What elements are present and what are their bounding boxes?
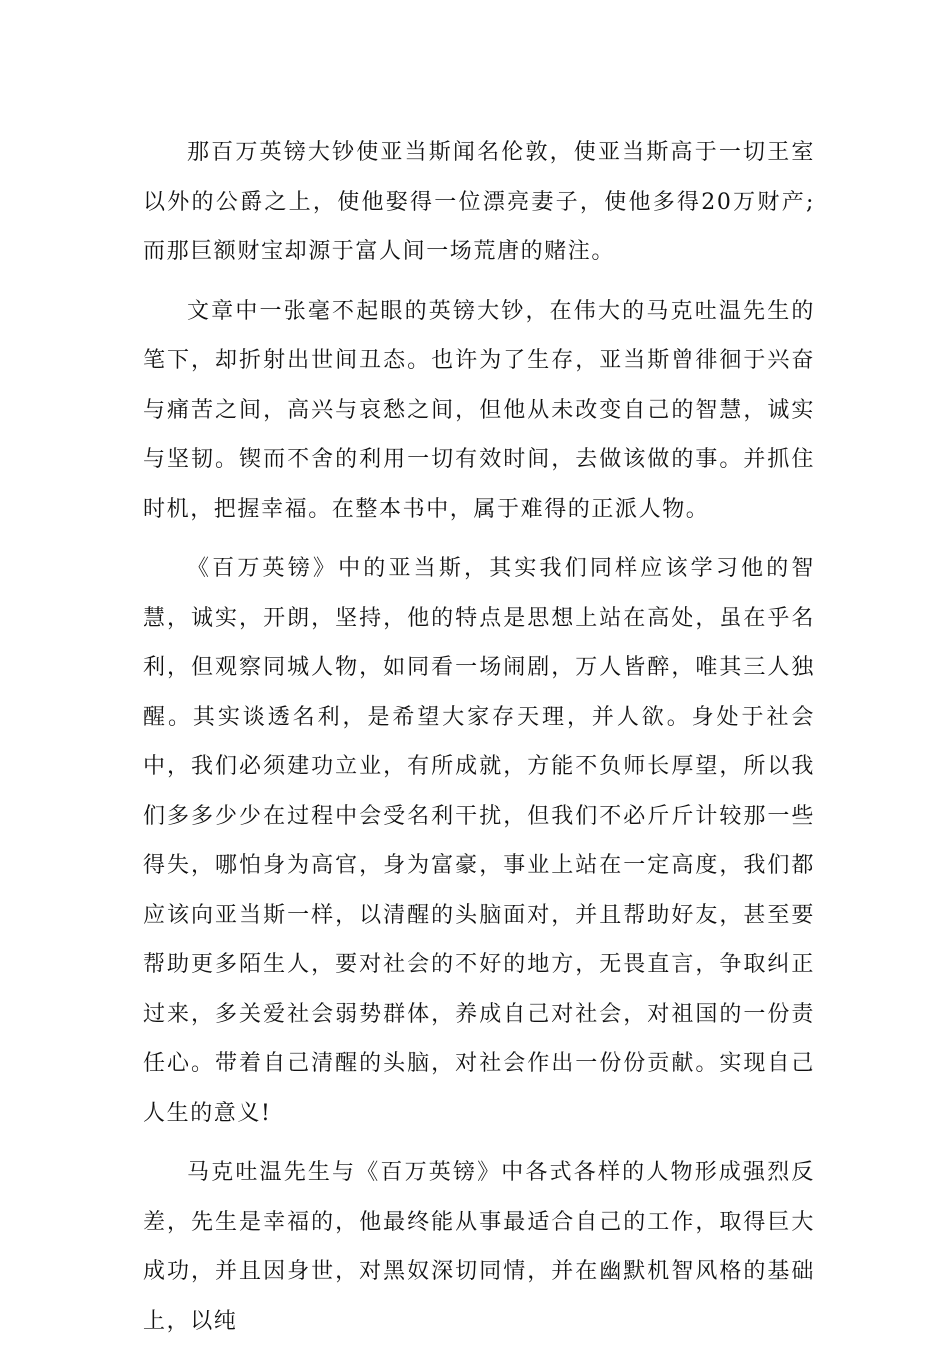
- document-body: [143, 128, 815, 1356]
- paragraph-2: 文章中一张毫不起眼的英镑大钞，在伟大的马克吐温先生的笔下，却折射出世间丑态。也许为了生存，亚当斯曾徘徊于兴奋与痛苦之间，高兴与哀愁之间，但他从未改变自己的智慧，诚实与坚韧。锲而不舍的利用一切有效时间，去做该做的事。并抓住时机，把握幸福。在整本书中，属于难得的正派人物。: [143, 298, 815, 522]
- paragraph-1: 那百万英镑大钞使亚当斯闻名伦敦，使亚当斯高于一切王室以外的公爵之上，使他娶得一位漂亮妻子，使他多得20万财产;而那巨额财宝却源于富人间一场荒唐的赌注。: [143, 140, 815, 264]
- paragraph-4: 马克吐温先生与《百万英镑》中各式各样的人物形成强烈反差，先生是幸福的，他最终能从事最适合自己的工作，取得巨大成功，并且因身世，对黑奴深切同情，并在幽默机智风格的基础上，以纯: [143, 1160, 815, 1334]
- paragraph-3: 《百万英镑》中的亚当斯，其实我们同样应该学习他的智慧，诚实，开朗，坚持，他的特点是思想上站在高处，虽在乎名利，但观察同城人物，如同看一场闹剧，万人皆醉，唯其三人独醒。其实谈透名利，是希望大家存天理，并人欲。身处于社会中，我们必须建功立业，有所成就，方能不负师长厚望，所以我们多多少少在过程中会受名利干扰，但我们不必斤斤计较那一些得失，哪怕身为高官，身为富豪，事业上站在一定高度，我们都应该向亚当斯一样，以清醒的头脑面对，并且帮助好友，甚至要帮助更多陌生人，要对社会的不好的地方，无畏直言，争取纠正过来，多关爱社会弱势群体，养成自己对社会，对祖国的一份责任心。带着自己清醒的头脑，对社会作出一份份贡献。实现自己人生的意义!: [143, 556, 815, 1126]
